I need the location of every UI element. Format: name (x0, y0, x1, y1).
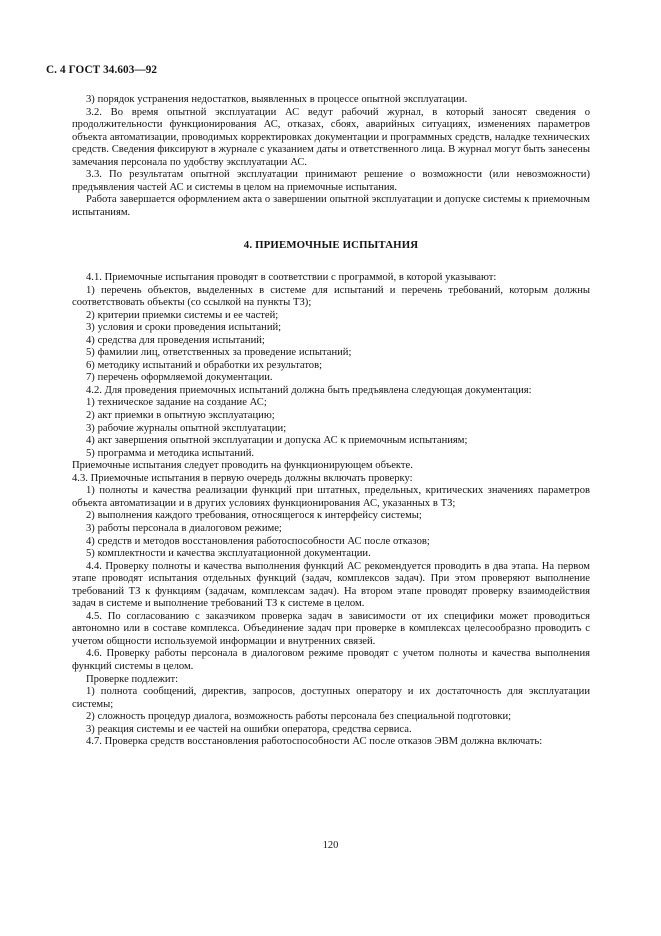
paragraph-4-5: 4.5. По согласованию с заказчиком проверка задач в зависимости от их специфики может проводиться автономно или в составе комплекса. Объединение задач при проверке в комплексах целесообразно проводить с учетом общности используемой информации и внутренних связей. (72, 610, 590, 647)
paragraph-4-6-lead: Проверке подлежит: (86, 673, 179, 685)
list-item-4-6-3: 3) реакция системы и ее частей на ошибки оператора, средства сервиса. (86, 723, 412, 735)
page-number: 120 (322, 840, 339, 851)
list-item-4-3-1: 1) полноты и качества реализации функций при штатных, предельных, критических значениях параметров объекта автоматизации и в других условиях функционирования АС, указанных в ТЗ; (72, 485, 590, 509)
paragraph-4-3: 4.3. Приемочные испытания в первую очередь должны включать проверку: (72, 472, 413, 484)
list-item-4-2-5: 5) программа и методика испытаний. (86, 447, 255, 459)
list-item-4-2-2: 2) акт приемки в опытную эксплуатацию; (86, 410, 275, 422)
paragraph-4-6: 4.6. Проверку работы персонала в диалоговом режиме проводят с учетом полноты и качества выполнения функций системы в целом. (72, 648, 590, 672)
list-item-4-3-2: 2) выполнения каждого требования, относящегося к интерфейсу системы; (86, 510, 422, 522)
list-item-4-6-1: 1) полнота сообщений, директив, запросов, доступных оператору и их достаточность для эксплуатации системы; (72, 686, 590, 710)
list-item-4-1-2: 2) критерии приемки системы и ее частей; (86, 309, 279, 321)
paragraph-4-7: 4.7. Проверка средств восстановления работоспособности АС после отказов ЭВМ должна включать: (86, 736, 543, 748)
section-heading-4: 4. ПРИЕМОЧНЫЕ ИСПЫТАНИЯ (243, 239, 419, 252)
list-item-4-1-1: 1) перечень объектов, выделенных в системе для испытаний и перечень требований, которым должны соответствовать объекты (со ссылкой на пункты ТЗ); (72, 284, 590, 309)
paragraph-4-2: 4.2. Для проведения приемочных испытаний должна быть предъявлена следующая документация: (86, 384, 532, 396)
list-item-4-1-5: 5) фамилии лиц, ответственных за проведение испытаний; (86, 347, 352, 359)
heading-spacer-bottom (72, 252, 590, 272)
paragraph-3-2: 3.2. Во время опытной эксплуатации АС ведут рабочий журнал, в который заносят сведения о продолжительности функционирования АС, отказах, сбоях, аварийных ситуациях, изменениях параметров объекта автоматизации, проводимых корректировках документации и программных средств, наладке технических средств. Сведения фиксируют в журнале с указанием даты и ответственного лица. В журнал могут быть занесены замечания персонала по удобству эксплуатации АС. (72, 106, 590, 168)
paragraph-4-1: 4.1. Приемочные испытания проводят в соответствии с программой, в которой указывают: (86, 272, 497, 284)
list-item-4-1-7: 7) перечень оформляемой документации. (86, 372, 273, 384)
document-body (72, 94, 590, 749)
list-item-4-3-4: 4) средств и методов восстановления работоспособности АС после отказов; (86, 535, 430, 547)
list-item-4-2-4: 4) акт завершения опытной эксплуатации и допуска АС к приемочным испытаниям; (86, 435, 468, 447)
list-item-4-3-3: 3) работы персонала в диалоговом режиме; (86, 522, 282, 534)
page-header: С. 4 ГОСТ 34.603—92 (46, 64, 158, 76)
list-item-4-3-5: 5) комплектности и качества эксплуатационной документации. (86, 548, 371, 560)
paragraph-3-3: 3.3. По результатам опытной эксплуатации принимают решение о возможности (или невозможности) предъявления частей АС и системы в целом на приемочные испытания. (72, 169, 590, 193)
paragraph-3-closing: Работа завершается оформлением акта о завершении опытной эксплуатации и допуске системы к приемочным испытаниям. (72, 194, 590, 218)
list-item-4-6-2: 2) сложность процедур диалога, возможность работы персонала без специальной подготовки; (86, 711, 512, 723)
list-item-4-2-1: 1) техническое задание на создание АС; (86, 397, 267, 409)
paragraph-4-2-closing: Приемочные испытания следует проводить на функционирующем объекте. (72, 460, 413, 472)
list-item-4-1-4: 4) средства для проведения испытаний; (86, 334, 265, 346)
heading-spacer-top (72, 219, 590, 239)
paragraph-3-list-item-3: 3) порядок устранения недостатков, выявленных в процессе опытной эксплуатации. (86, 94, 468, 105)
list-item-4-2-3: 3) рабочие журналы опытной эксплуатации; (86, 422, 287, 434)
list-item-4-1-6: 6) методику испытаний и обработки их результатов; (86, 359, 323, 371)
list-item-4-1-3: 3) условия и сроки проведения испытаний; (86, 322, 282, 334)
paragraph-4-4: 4.4. Проверку полноты и качества выполнения функций АС рекомендуется проводить в два этапа. На первом этапе проводят испытания отдельных функций (задач, комплексов задач). При этом проверяют выполнение требований ТЗ к функциям (задачам, комплексам задач). На втором этапе проводят проверку взаимодействия задач в системе и выполнение требований ТЗ к системе в целом. (72, 560, 590, 610)
